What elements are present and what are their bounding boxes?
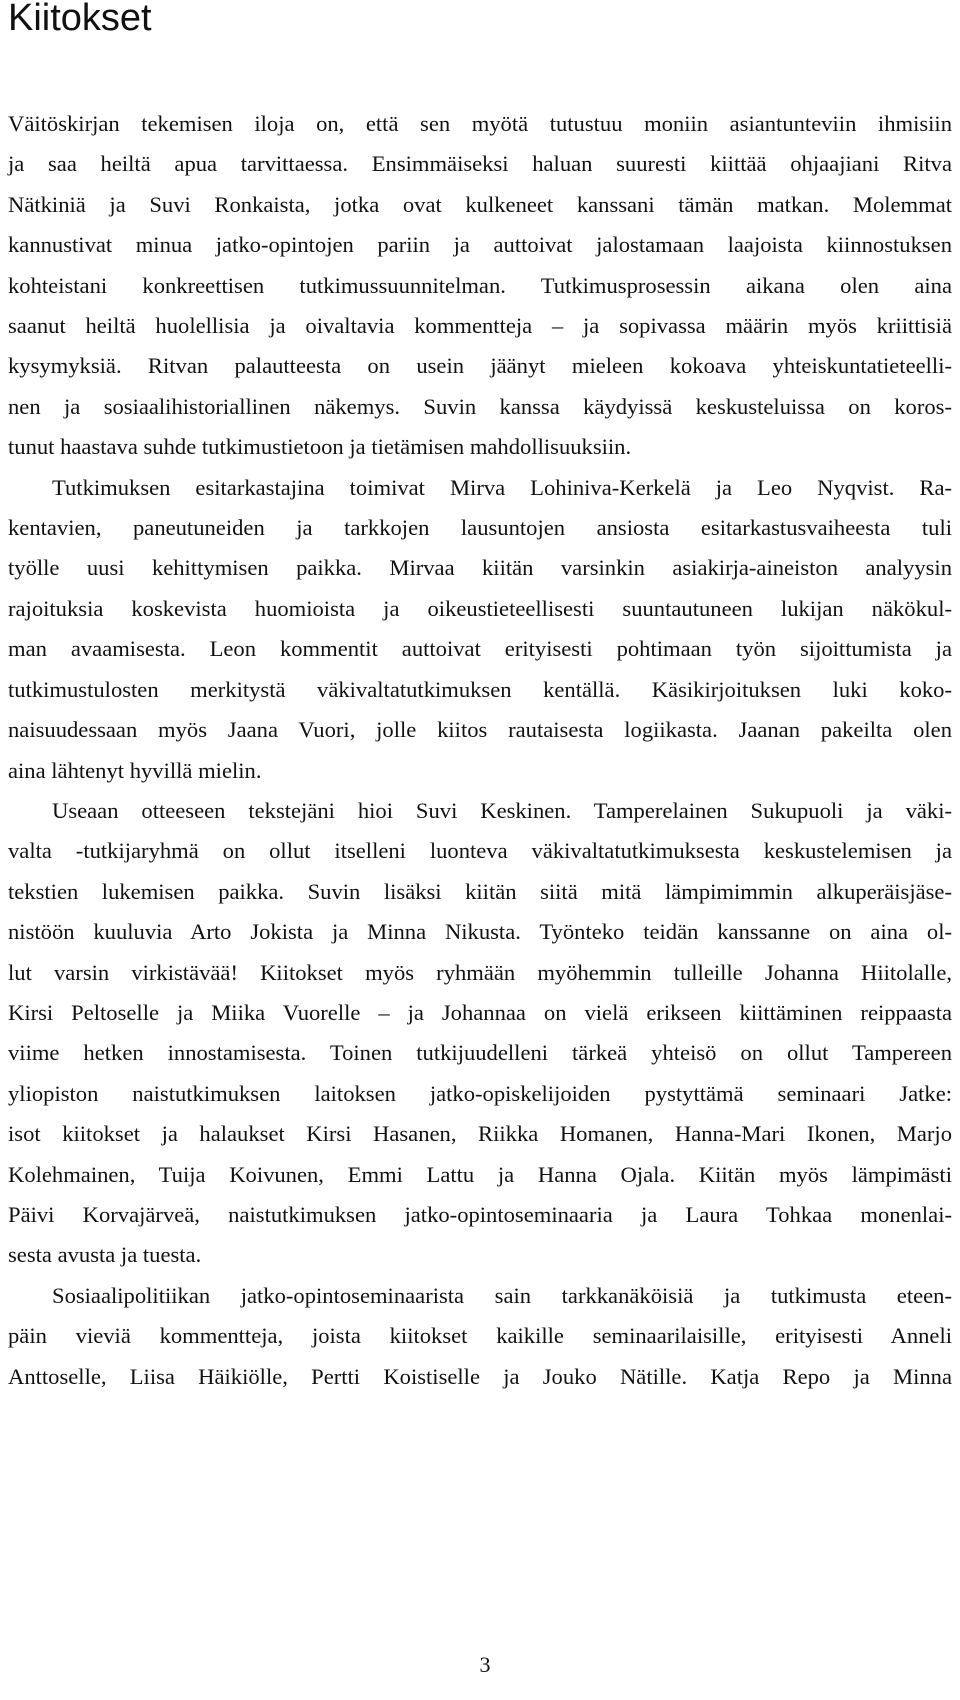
- text-line: nen ja sosiaalihistoriallinen näkemys. Suvin kanssa käydyissä keskusteluissa on koros-: [8, 393, 952, 419]
- text-line: Anttoselle, Liisa Häikiölle, Pertti Koistiselle ja Jouko Nätille. Katja Repo ja Minna: [8, 1363, 952, 1389]
- text-line: sesta avusta ja tuesta.: [8, 1242, 202, 1268]
- text-line: kannustivat minua jatko-opintojen pariin ja auttoivat jalostamaan laajoista kiinnostuksen: [8, 232, 952, 258]
- text-line: nistöön kuuluvia Arto Jokista ja Minna Nikusta. Työnteko teidän kanssanne on aina ol-: [8, 919, 952, 945]
- text-line: tutkimustulosten merkitystä väkivaltatutkimuksen kentällä. Käsikirjoituksen luki koko-: [8, 676, 952, 702]
- page-title: Kiitokset: [8, 0, 152, 39]
- text-line: rajoituksia koskevista huomioista ja oikeustieteellisesti suuntautuneen lukijan näkökul-: [8, 595, 952, 621]
- text-line: isot kiitokset ja halaukset Kirsi Hasanen, Riikka Homanen, Hanna-Mari Ikonen, Marjo: [8, 1121, 952, 1147]
- page-number: 3: [479, 1652, 491, 1677]
- text-line: Useaan otteeseen tekstejäni hioi Suvi Keskinen. Tamperelainen Sukupuoli ja väki-: [52, 797, 952, 823]
- text-line: tekstien lukemisen paikka. Suvin lisäksi kiitän siitä mitä lämpimimmin alkuperäisjäse-: [8, 878, 952, 904]
- text-line: Sosiaalipolitiikan jatko-opintoseminaarista sain tarkkanäköisiä ja tutkimusta eteen-: [52, 1282, 952, 1308]
- text-line: viime hetken innostamisesta. Toinen tutkijuudelleni tärkeä yhteisö on ollut Tampereen: [8, 1040, 952, 1066]
- text-line: valta -tutkijaryhmä on ollut itselleni luonteva väkivaltatutkimuksesta keskustelemisen ja: [8, 838, 952, 864]
- text-line: lut varsin virkistävää! Kiitokset myös ryhmään myöhemmin tulleille Johanna Hiitolalle,: [8, 959, 952, 985]
- text-line: kentavien, paneutuneiden ja tarkkojen lausuntojen ansiosta esitarkastusvaiheesta tuli: [8, 515, 952, 541]
- text-line: man avaamisesta. Leon kommentit auttoivat erityisesti pohtimaan työn sijoittumista ja: [8, 636, 952, 662]
- text-line: naisuudessaan myös Jaana Vuori, jolle kiitos rautaisesta logiikasta. Jaanan pakeilta olen: [8, 717, 952, 743]
- text-line: Nätkiniä ja Suvi Ronkaista, jotka ovat kulkeneet kanssani tämän matkan. Molemmat: [8, 191, 952, 217]
- text-line: Päivi Korvajärveä, naistutkimuksen jatko-opintoseminaaria ja Laura Tohkaa monenlai-: [8, 1201, 952, 1227]
- text-line: yliopiston naistutkimuksen laitoksen jatko-opiskelijoiden pystyttämä seminaari Jatke:: [8, 1080, 952, 1106]
- text-line: Kolehmainen, Tuija Koivunen, Emmi Lattu ja Hanna Ojala. Kiitän myös lämpimästi: [8, 1161, 952, 1187]
- text-line: kohteistani konkreettisen tutkimussuunnitelman. Tutkimusprosessin aikana olen aina: [8, 272, 952, 298]
- text-line: tunut haastava suhde tutkimustietoon ja tietämisen mahdollisuuksiin.: [8, 434, 632, 460]
- text-line: aina lähtenyt hyvillä mielin.: [8, 757, 262, 783]
- body-text: [8, 104, 952, 1397]
- text-line: Kirsi Peltoselle ja Miika Vuorelle – ja Johannaa on vielä erikseen kiittäminen reippaasta: [8, 999, 952, 1025]
- text-line: saanut heiltä huolellisia ja oivaltavia kommentteja – ja sopivassa määrin myös kriittisiä: [8, 313, 952, 339]
- text-line: työlle uusi kehittymisen paikka. Mirvaa kiitän varsinkin asiakirja-aineiston analyysin: [8, 555, 952, 581]
- text-line: Tutkimuksen esitarkastajina toimivat Mirva Lohiniva-Kerkelä ja Leo Nyqvist. Ra-: [52, 474, 952, 500]
- text-line: ja saa heiltä apua tarvittaessa. Ensimmäiseksi haluan suuresti kiittää ohjaajiani Ritva: [8, 151, 952, 177]
- text-line: Väitöskirjan tekemisen iloja on, että sen myötä tutustuu moniin asiantunteviin ihmisiin: [8, 111, 952, 136]
- text-line: kysymyksiä. Ritvan palautteesta on usein jäänyt mieleen kokoava yhteiskuntatieteelli-: [8, 353, 952, 379]
- text-line: päin vieviä kommentteja, joista kiitokset kaikille seminaarilaisille, erityisesti Anneli: [8, 1323, 952, 1349]
